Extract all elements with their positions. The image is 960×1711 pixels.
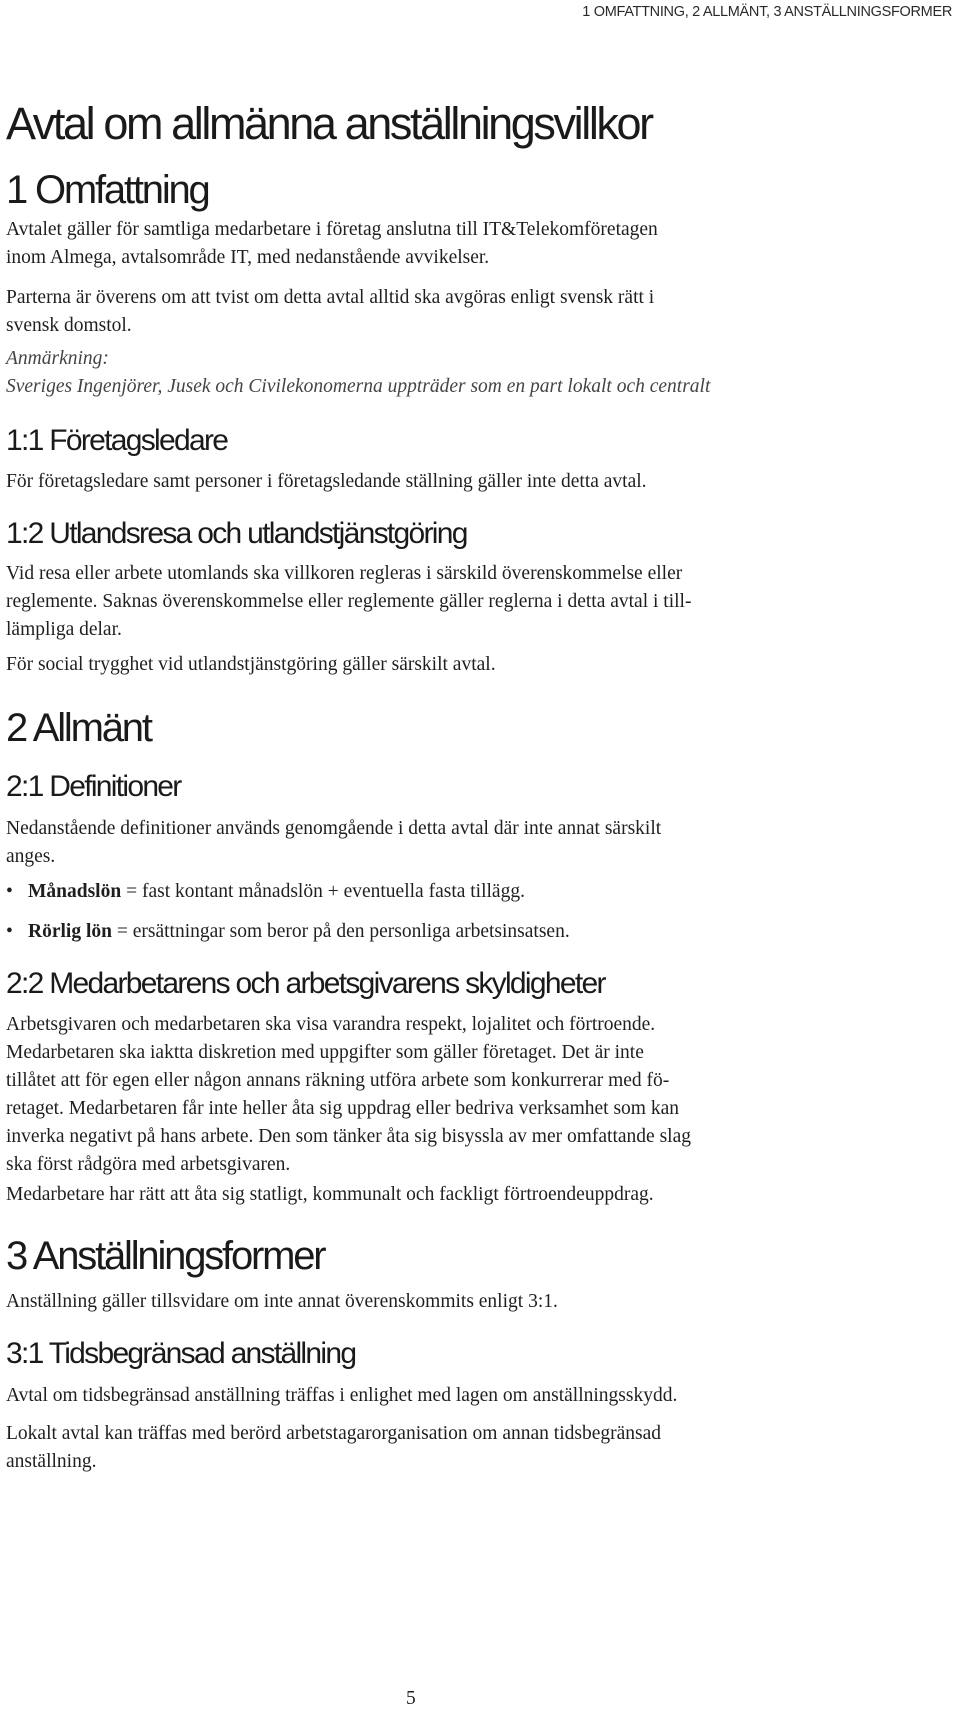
text-line: reglemente. Saknas överenskommelse eller reglemente gäller reglerna i detta avtal i till- [6,591,692,612]
section-3-1-paragraph-1: Avtal om tidsbegränsad anställning träffas i enlighet med lagen om anställningsskydd. [6,1385,678,1406]
page-number: 5 [406,1688,416,1709]
text-line: anges. [6,846,56,867]
definition-term: Rörlig lön [28,921,112,942]
section-1-1-paragraph: För företagsledare samt personer i företagsledande ställning gäller inte detta avtal. [6,471,647,492]
running-header: 1 OMFATTNING, 2 ALLMÄNT, 3 ANSTÄLLNINGSFORMER [582,4,952,20]
section-1-paragraph-2 [6,284,936,340]
section-3-heading: 3 Anställningsformer [6,1234,325,1278]
definition-list-item [6,918,936,946]
text-line: tillåtet att för egen eller någon annans räkning utföra arbete som konkurrerar med fö- [6,1070,670,1091]
section-2-2-paragraph-2: Medarbetare har rätt att åta sig statligt, kommunalt och fackligt förtroendeuppdrag. [6,1184,654,1205]
text-line: lämpliga delar. [6,619,122,640]
text-line: retaget. Medarbetaren får inte heller åta sig uppdrag eller bedriva verksamhet som kan [6,1098,679,1119]
section-1-paragraph-1 [6,216,936,272]
text-line: ska först rådgöra med arbetsgivaren. [6,1154,291,1175]
text-line: inverka negativt på hans arbete. Den som tänker åta sig bisyssla av mer omfattande slag [6,1126,691,1147]
definition-list-item [6,878,936,906]
definition-text: = fast kontant månadslön + eventuella fasta tillägg. [121,881,525,902]
note-label: Anmärkning: [6,348,109,369]
section-1-2-paragraph-2: För social trygghet vid utlandstjänstgöring gäller särskilt avtal. [6,654,496,675]
text-line: svensk domstol. [6,315,132,336]
section-1-2-paragraph-1 [6,560,936,644]
section-2-1-heading: 2:1 Definitioner [6,770,181,803]
section-3-1-paragraph-2 [6,1420,936,1476]
section-2-2-paragraph-1 [6,1011,936,1179]
text-line: inom Almega, avtalsområde IT, med nedanstående avvikelser. [6,247,490,268]
text-line: Arbetsgivaren och medarbetaren ska visa varandra respekt, lojalitet och förtroende. [6,1014,656,1035]
text-line: Vid resa eller arbete utomlands ska villkoren regleras i särskild överenskommelse eller [6,563,683,584]
definition-text: = ersättningar som beror på den personliga arbetsinsatsen. [111,921,570,942]
text-line: Medarbetaren ska iaktta diskretion med uppgifter som gäller företaget. Det är inte [6,1042,644,1063]
section-1-note [6,345,936,401]
text-line: Lokalt avtal kan träffas med berörd arbetstagarorganisation om annan tidsbegränsad [6,1423,662,1444]
document-title: Avtal om allmänna anställningsvillkor [6,98,652,149]
section-2-2-heading: 2:2 Medarbetarens och arbetsgivarens skyldigheter [6,967,605,1000]
section-2-1-paragraph [6,815,936,871]
text-line: anställning. [6,1451,97,1472]
section-3-1-heading: 3:1 Tidsbegränsad anställning [6,1337,356,1370]
section-1-1-heading: 1:1 Företagsledare [6,424,228,457]
bullet-icon: • [6,921,13,942]
bullet-icon: • [6,881,13,902]
section-2-heading: 2 Allmänt [6,706,151,750]
text-line: Avtalet gäller för samtliga medarbetare i företag anslutna till IT&Telekomföretagen [6,219,658,240]
definition-term: Månadslön [28,881,122,902]
text-line: Parterna är överens om att tvist om detta avtal alltid ska avgöras enligt svensk rätt i [6,287,655,308]
note-text: Sveriges Ingenjörer, Jusek och Civilekonomerna uppträder som en part lokalt och centralt [6,376,711,397]
section-1-2-heading: 1:2 Utlandsresa och utlandstjänstgöring [6,517,467,550]
section-3-paragraph: Anställning gäller tillsvidare om inte annat överenskommits enligt 3:1. [6,1291,558,1312]
section-1-heading: 1 Omfattning [6,168,209,212]
text-line: Nedanstående definitioner används genomgående i detta avtal där inte annat särskilt [6,818,662,839]
